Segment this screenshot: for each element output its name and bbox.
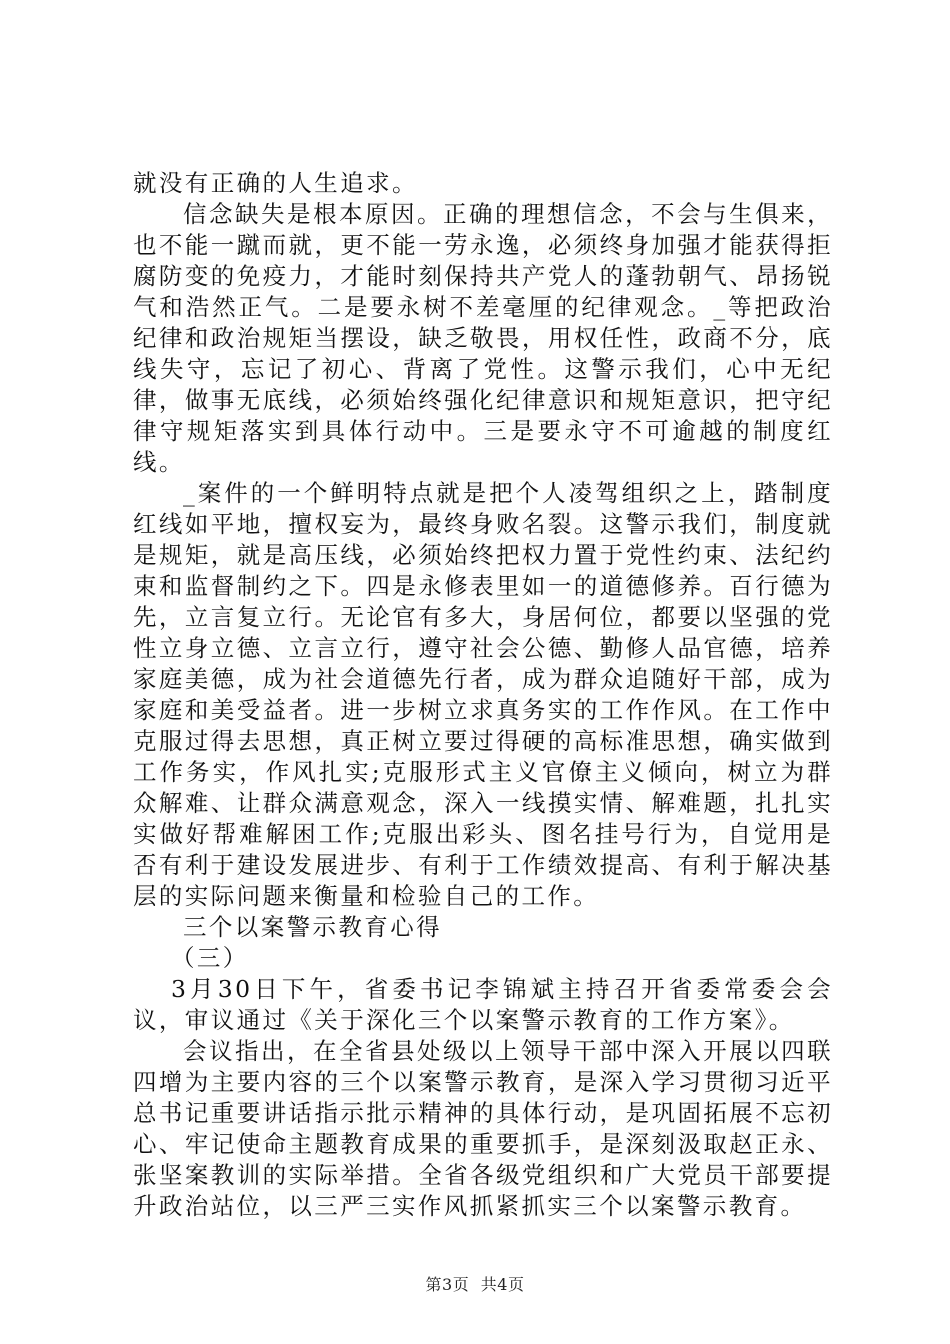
paragraph-4: 3月30日下午，省委书记李锦斌主持召开省委常委会会议，审议通过《关于深化三个以案警示教育的工作方案》。 [133, 975, 833, 1034]
section-heading: 三个以案警示教育心得 [183, 913, 442, 941]
section-number: （三） [171, 944, 249, 972]
paragraph-1: 就没有正确的人生追求。 [133, 169, 418, 197]
document-body [133, 168, 833, 1222]
paragraph-2: 信念缺失是根本原因。正确的理想信念，不会与生俱来，也不能一蹴而就，更不能一劳永逸，必须终身加强才能获得拒腐防变的免疫力，才能时刻保持共产党人的蓬勃朝气、昂扬锐气和浩然正气。二是要永树不差毫厘的纪律观念。_等把政治纪律和政治规矩当摆设，缺乏敬畏，用权任性，政商不分，底线失守，忘记了初心、背离了党性。这警示我们，心中无纪律，做事无底线，必须始终强化纪律意识和规矩意识，把守纪律守规矩落实到具体行动中。三是要永守不可逾越的制度红线。 [133, 200, 833, 476]
paragraph-3: _案件的一个鲜明特点就是把个人凌驾组织之上，踏制度红线如平地，擅权妄为，最终身败名裂。这警示我们，制度就是规矩，就是高压线，必须始终把权力置于党性约束、法纪约束和监督制约之下。四是永修表里如一的道德修养。百行德为先，立言复立行。无论官有多大，身居何位，都要以坚强的党性立身立德、立言立行，遵守社会公德、勤修人品官德，培养家庭美德，成为社会道德先行者，成为群众追随好干部，成为家庭和美受益者。进一步树立求真务实的工作作风。在工作中克服过得去思想，真正树立要过得硬的高标准思想，确实做到工作务实，作风扎实;克服形式主义官僚主义倾向，树立为群众解难、让群众满意观念，深入一线摸实情、解难题，扎扎实实做好帮难解困工作;克服出彩头、图名挂号行为，自觉用是否有利于建设发展进步、有利于工作绩效提高、有利于解决基层的实际问题来衡量和检验自己的工作。 [133, 479, 833, 910]
page-total: 共4页 [480, 1275, 525, 1294]
page-number: 第3页 [425, 1275, 470, 1294]
paragraph-5: 会议指出，在全省县处级以上领导干部中深入开展以四联四增为主要内容的三个以案警示教育，是深入学习贯彻习近平总书记重要讲话指示批示精神的具体行动，是巩固拓展不忘初心、牢记使命主题教育成果的重要抓手，是深刻汲取赵正永、张坚案教训的实际举措。全省各级党组织和广大党员干部要提升政治站位，以三严三实作风抓紧抓实三个以案警示教育。 [133, 1037, 833, 1220]
page-footer [0, 1272, 950, 1295]
